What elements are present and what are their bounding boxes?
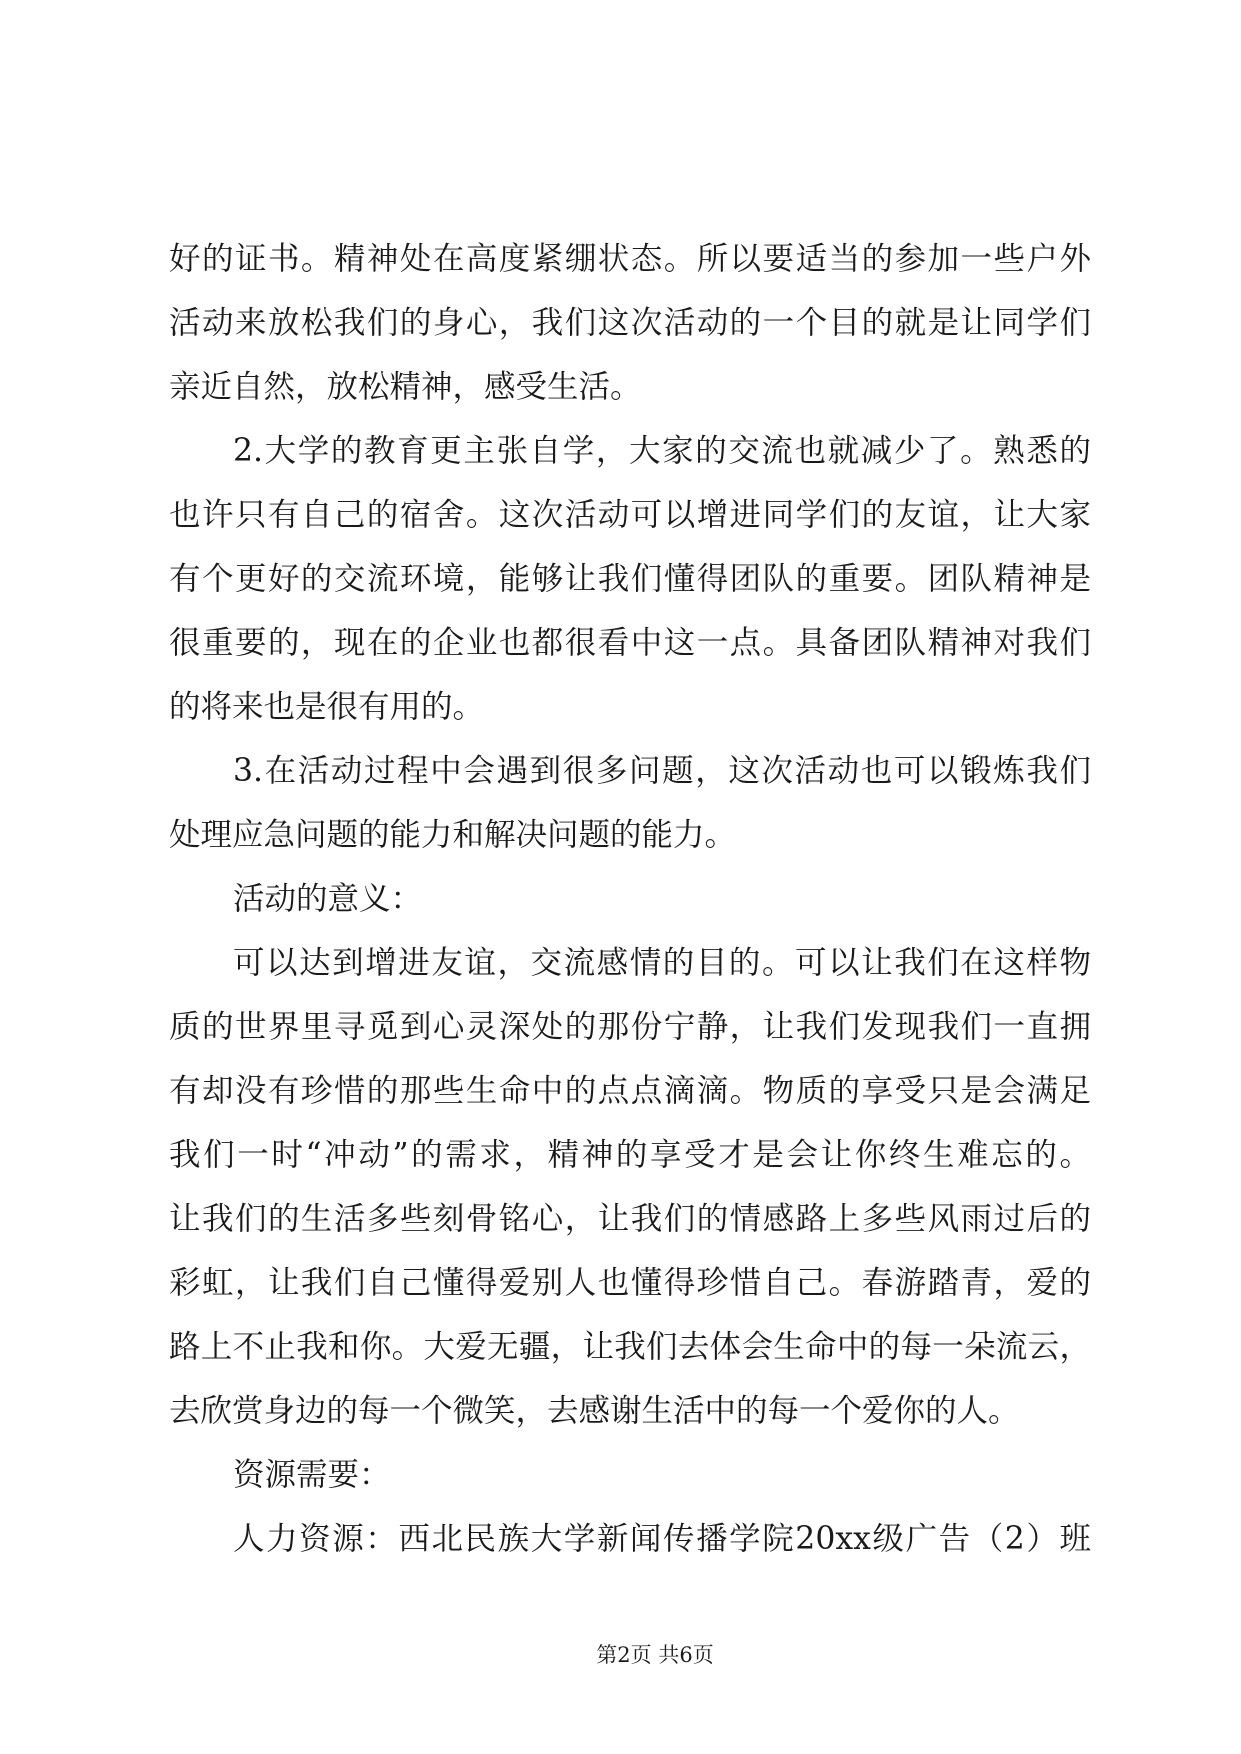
paragraph bbox=[169, 931, 1091, 1443]
text-line: 活动的意义： bbox=[233, 881, 423, 917]
text-line: 我们一时“冲动”的需求，精神的享受才是会让你终生难忘的。 bbox=[169, 1137, 1091, 1173]
section-heading bbox=[169, 867, 1091, 931]
text-line: 2.大学的教育更主张自学，大家的交流也就减少了。熟悉的 bbox=[233, 433, 1091, 469]
text-line: 亲近自然，放松精神，感受生活。 bbox=[169, 369, 642, 405]
paragraph bbox=[169, 419, 1091, 739]
text-line: 也许只有自己的宿舍。这次活动可以增进同学们的友谊，让大家 bbox=[169, 497, 1091, 533]
text-line: 的将来也是很有用的。 bbox=[169, 689, 485, 725]
text-line: 有却没有珍惜的那些生命中的点点滴滴。物质的享受只是会满足 bbox=[169, 1073, 1091, 1109]
text-line: 彩虹，让我们自己懂得爱别人也懂得珍惜自己。春游踏青，爱的 bbox=[169, 1265, 1091, 1301]
text-line: 活动来放松我们的身心，我们这次活动的一个目的就是让同学们 bbox=[169, 305, 1091, 341]
text-line: 3.在活动过程中会遇到很多问题，这次活动也可以锻炼我们 bbox=[233, 753, 1091, 789]
text-line: 质的世界里寻觅到心灵深处的那份宁静，让我们发现我们一直拥 bbox=[169, 1009, 1091, 1045]
text-line: 好的证书。精神处在高度紧绷状态。所以要适当的参加一些户外 bbox=[169, 241, 1091, 277]
text-line: 人力资源：西北民族大学新闻传播学院20xx级广告（2）班 bbox=[233, 1521, 1091, 1557]
text-line: 处理应急问题的能力和解决问题的能力。 bbox=[169, 817, 737, 853]
text-line: 路上不止我和你。大爱无疆，让我们去体会生命中的每一朵流云， bbox=[169, 1329, 1091, 1365]
paragraph bbox=[169, 227, 1091, 419]
page-number-footer: 第2页 共6页 bbox=[596, 1643, 714, 1667]
paragraph bbox=[169, 1507, 1091, 1571]
text-line: 去欣赏身边的每一个微笑，去感谢生活中的每一个爱你的人。 bbox=[169, 1393, 1020, 1429]
text-line: 很重要的，现在的企业也都很看中这一点。具备团队精神对我们 bbox=[169, 625, 1091, 661]
text-line: 可以达到增进友谊，交流感情的目的。可以让我们在这样物 bbox=[233, 945, 1091, 981]
paragraph bbox=[169, 739, 1091, 867]
section-heading bbox=[169, 1443, 1091, 1507]
text-line: 让我们的生活多些刻骨铭心，让我们的情感路上多些风雨过后的 bbox=[169, 1201, 1091, 1237]
document-body bbox=[169, 227, 1091, 1571]
text-line: 资源需要： bbox=[233, 1457, 391, 1493]
text-line: 有个更好的交流环境，能够让我们懂得团队的重要。团队精神是 bbox=[169, 561, 1091, 597]
